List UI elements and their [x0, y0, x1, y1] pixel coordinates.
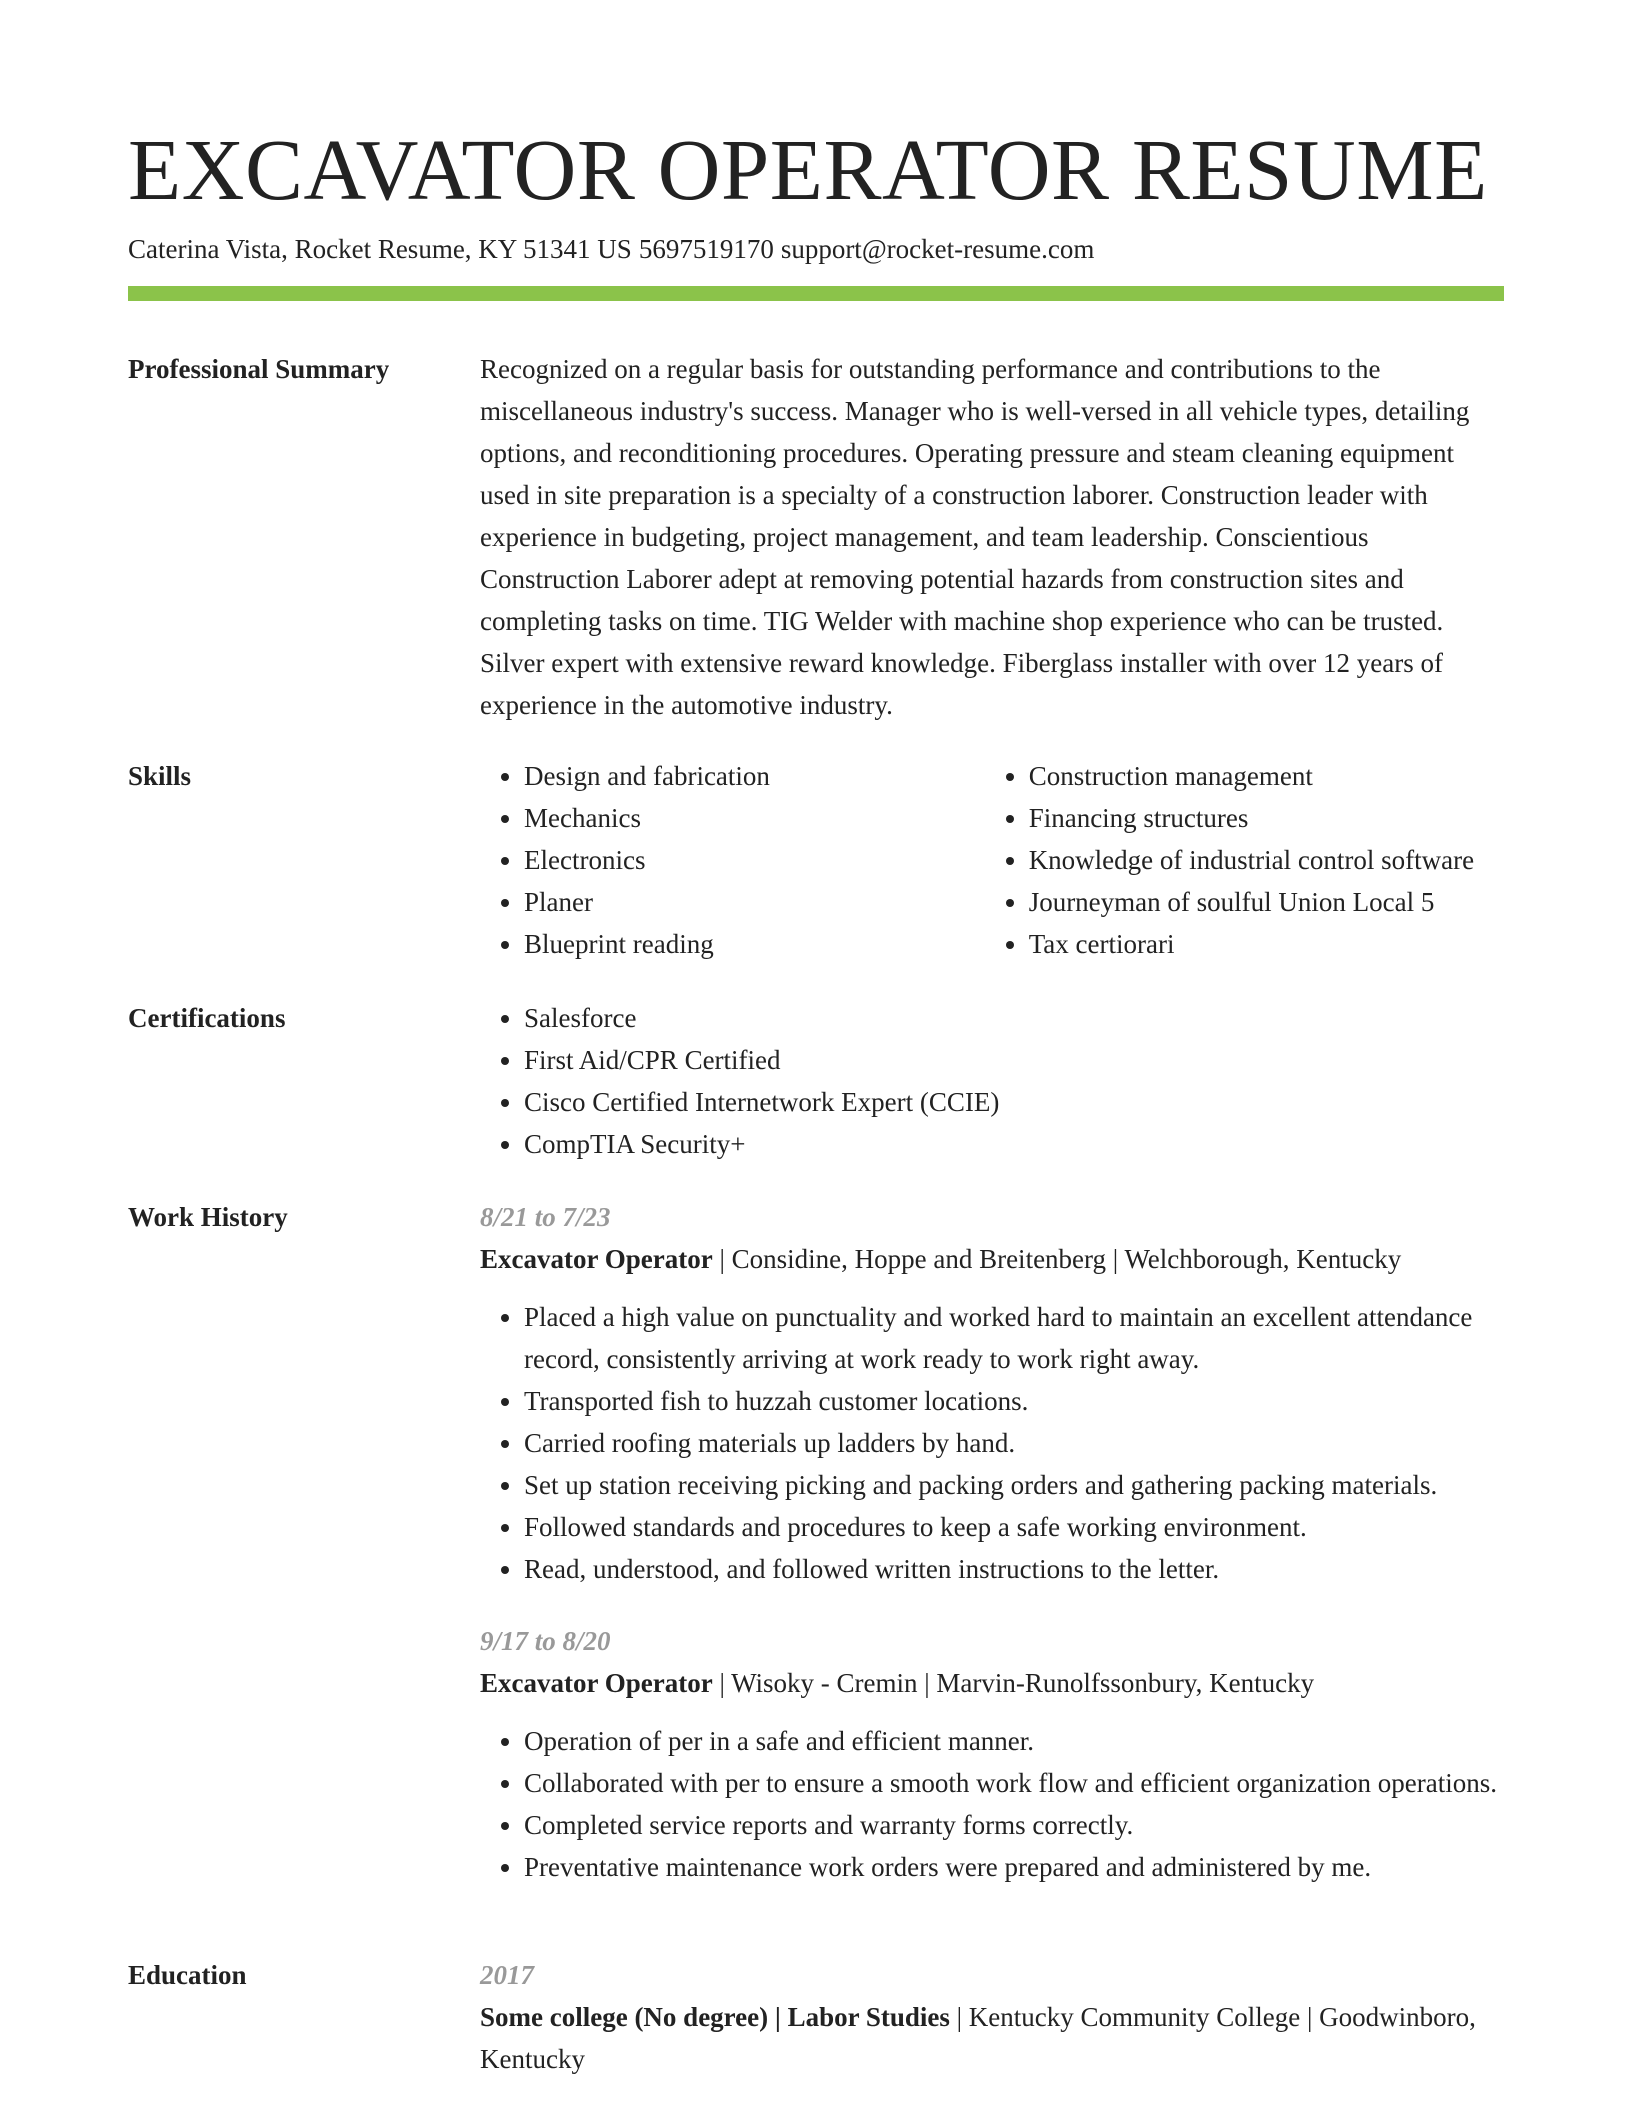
job-heading	[480, 1662, 1504, 1704]
skill-item: • Blueprint reading	[524, 923, 985, 965]
job-duty-item: • Collaborated with per to ensure a smooth work flow and efficient organization operations.	[524, 1762, 1504, 1804]
skills-body	[480, 755, 1504, 965]
work-history-body	[480, 1196, 1504, 1888]
summary-body	[480, 348, 1504, 726]
contact-line	[128, 232, 1094, 266]
certification-item: • CompTIA Security+	[524, 1123, 1504, 1165]
section-label-summary: Professional Summary	[128, 354, 390, 384]
summary-text: Recognized on a regular basis for outstanding performance and contributions to the miscellaneous industry's success. Manager who is well-versed in all vehicle types, detailing options, and reconditioning procedures. Operating pressure and steam cleaning equipment used in site preparation is a specialty of a construction laborer. Construction leader with experience in budgeting, project management, and team leadership. Conscientious Construction Laborer adept at removing potential hazards from construction sites and completing tasks on time. TIG Welder with machine shop experience who can be trusted. Silver expert with extensive reward knowledge. Fiberglass installer with over 12 years of experience in the automotive industry.	[480, 354, 1470, 720]
education-body	[480, 1954, 1504, 2096]
job-duty-item: • Operation of per in a safe and efficient manner.	[524, 1720, 1504, 1762]
section-label-work-history: Work History	[128, 1202, 288, 1232]
education-degree: Some college (No degree) | Labor Studies	[480, 2002, 950, 2032]
contact-address: Caterina Vista, Rocket Resume, KY 51341 US	[128, 234, 632, 264]
section-label-certifications: Certifications	[128, 1003, 286, 1033]
job-employer: | Wisoky - Cremin | Marvin-Runolfssonbury, Kentucky	[712, 1668, 1315, 1698]
certifications-list	[480, 997, 1504, 1165]
job-duty-item: • Followed standards and procedures to keep a safe working environment.	[524, 1506, 1504, 1548]
certification-item: • First Aid/CPR Certified	[524, 1039, 1504, 1081]
job-heading	[480, 1238, 1504, 1280]
certifications-body	[480, 997, 1504, 1165]
skill-item: • Journeyman of soulful Union Local 5	[1029, 881, 1504, 923]
skill-item: • Financing structures	[1029, 797, 1504, 839]
job-employer: | Considine, Hoppe and Breitenberg | Welchborough, Kentucky	[712, 1244, 1402, 1274]
job-title: Excavator Operator	[480, 1668, 713, 1698]
skills-list-left	[480, 755, 985, 965]
contact-phone: 5697519170	[638, 234, 774, 264]
certification-item: • Salesforce	[524, 997, 1504, 1039]
section-label-skills: Skills	[128, 761, 192, 791]
job-entry	[480, 1620, 1504, 1888]
skill-item: • Construction management	[1029, 755, 1504, 797]
job-title: Excavator Operator	[480, 1244, 713, 1274]
skill-item: • Knowledge of industrial control software	[1029, 839, 1504, 881]
skills-list-right	[985, 755, 1504, 965]
job-duty-item: • Carried roofing materials up ladders by hand.	[524, 1422, 1504, 1464]
section-label-education: Education	[128, 1960, 247, 1990]
education-year: 2017	[480, 1960, 534, 1990]
skill-item: • Electronics	[524, 839, 985, 881]
job-dates: 8/21 to 7/23	[480, 1202, 611, 1232]
job-duties-list	[480, 1720, 1504, 1888]
contact-email: support@rocket-resume.com	[780, 234, 1095, 264]
job-entry	[480, 1196, 1504, 1590]
certification-item: • Cisco Certified Internetwork Expert (CCIE)	[524, 1081, 1504, 1123]
header-divider	[128, 286, 1504, 301]
page-title: EXCAVATOR OPERATOR RESUME	[128, 121, 1488, 218]
education-school: | Kentucky Community College | Goodwinboro, Kentucky	[480, 2002, 1476, 2074]
job-duties-list	[480, 1296, 1504, 1590]
job-duty-item: • Transported fish to huzzah customer locations.	[524, 1380, 1504, 1422]
job-duty-item: • Set up station receiving picking and packing orders and gathering packing materials.	[524, 1464, 1504, 1506]
job-duty-item: • Read, understood, and followed written instructions to the letter.	[524, 1548, 1504, 1590]
skill-item: • Design and fabrication	[524, 755, 985, 797]
skill-item: • Planer	[524, 881, 985, 923]
job-duty-item: • Preventative maintenance work orders were prepared and administered by me.	[524, 1846, 1504, 1888]
job-duty-item: • Completed service reports and warranty forms correctly.	[524, 1804, 1504, 1846]
skill-item: • Tax certiorari	[1029, 923, 1504, 965]
skill-item: • Mechanics	[524, 797, 985, 839]
job-duty-item: • Placed a high value on punctuality and worked hard to maintain an excellent attendance record, consistently arriving at work ready to work right away.	[524, 1296, 1504, 1380]
job-dates: 9/17 to 8/20	[480, 1626, 611, 1656]
education-heading	[480, 1996, 1504, 2080]
